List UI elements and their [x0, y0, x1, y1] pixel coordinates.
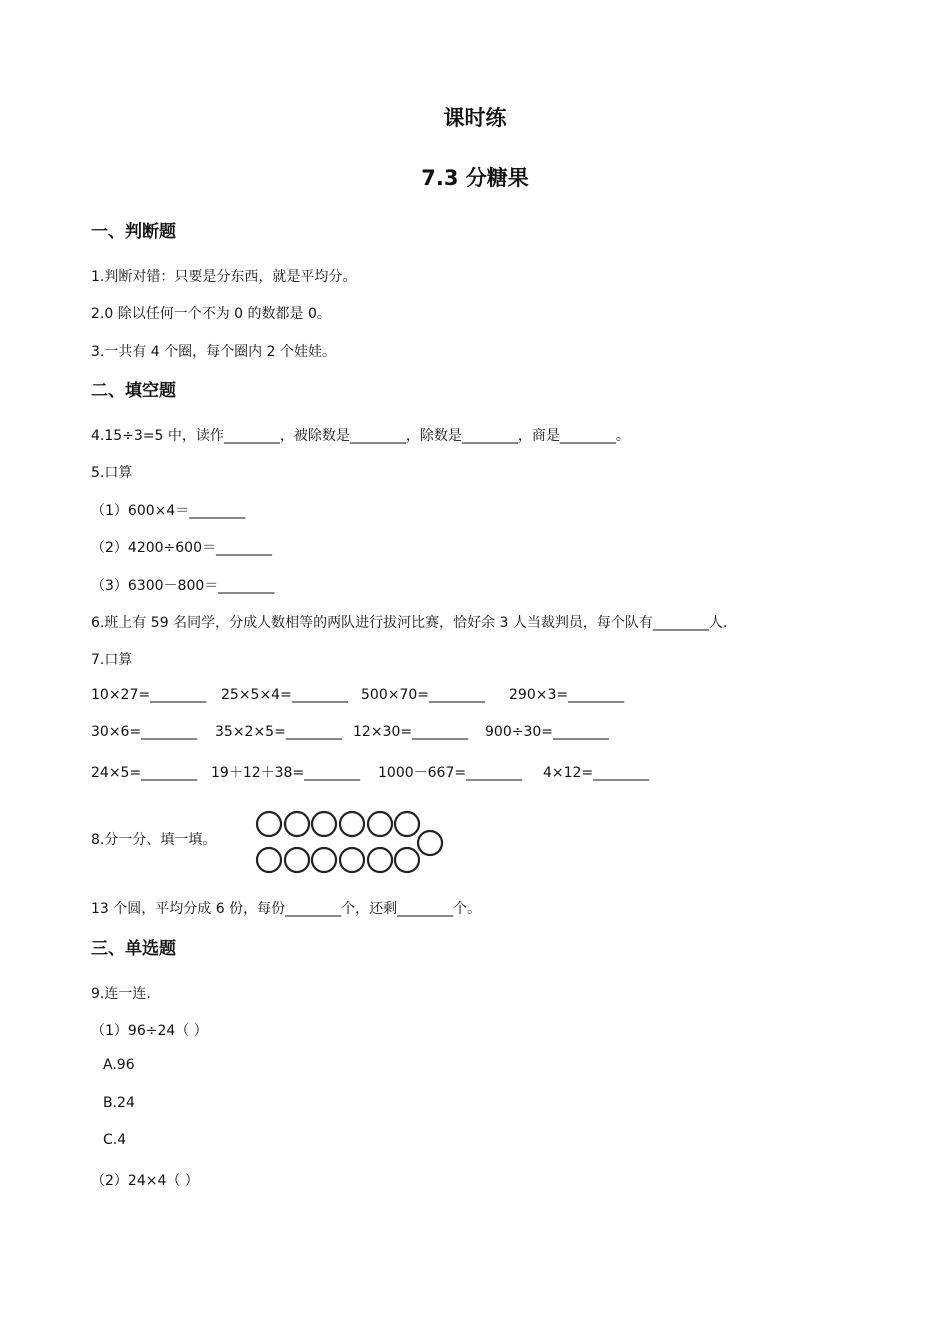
circle-shape [395, 848, 419, 872]
circle-shape [340, 848, 364, 872]
page-title: 课时练 [443, 106, 507, 130]
circle-shape [257, 848, 281, 872]
section-heading-fill-blank: 二、填空题 [91, 381, 176, 401]
calc-item: 500×70=________ [361, 687, 485, 703]
circle-shape [285, 848, 309, 872]
question-5-stem: 5.口算 [91, 465, 133, 481]
question-2: 2.0 除以任何一个不为 0 的数都是 0。 [91, 306, 331, 322]
calc-item: 900÷30=________ [485, 724, 609, 740]
question-9-part-2: （2）24×4（ ） [91, 1173, 199, 1189]
question-3: 3.一共有 4 个圈，每个圈内 2 个娃娃。 [91, 344, 336, 360]
question-1: 1.判断对错：只要是分东西，就是平均分。 [91, 269, 357, 285]
question-4: 4.15÷3=5 中，读作________，被除数是________，除数是________，商是________。 [91, 428, 630, 444]
circle-shape [418, 831, 442, 855]
question-5-item-2: （2）4200÷600＝________ [91, 540, 272, 556]
calc-item: 30×6=________ [91, 724, 198, 740]
circle-shape [257, 812, 281, 836]
option-c: C.4 [103, 1132, 127, 1148]
calc-item: 19＋12＋38=________ [211, 765, 361, 781]
circle-shape [368, 812, 392, 836]
circle-shape [368, 848, 392, 872]
question-7-row-3 [91, 762, 649, 782]
circle-shape [395, 812, 419, 836]
calc-item: 10×27=________ [91, 687, 207, 703]
calc-item: 4×12=________ [543, 765, 650, 781]
calc-item: 24×5=________ [91, 765, 198, 781]
question-7-row-2 [91, 724, 609, 740]
question-7-row-1 [91, 687, 624, 703]
section-heading-single-choice: 三、单选题 [91, 939, 176, 959]
calc-item: 290×3=________ [509, 687, 625, 703]
question-6: 6.班上有 59 名同学，分成人数相等的两队进行拔河比赛，恰好余 3 人当裁判员，每个队有________人. [91, 615, 728, 631]
circle-shape [312, 848, 336, 872]
section-heading-judgement: 一、判断题 [91, 222, 176, 242]
question-8-stem: 8.分一分、填一填。 [91, 832, 217, 848]
option-b: B.24 [103, 1095, 135, 1111]
circle-shape [285, 812, 309, 836]
question-5-item-3: （3）6300－800＝________ [91, 578, 275, 594]
question-8-text: 13 个圆，平均分成 6 份，每份________个，还剩________个。 [91, 901, 482, 917]
question-7-stem: 7.口算 [91, 652, 133, 668]
circles-figure [252, 806, 452, 876]
lesson-title: 7.3 分糖果 [421, 166, 529, 190]
calc-item: 25×5×4=________ [221, 687, 348, 703]
option-a: A.96 [103, 1057, 135, 1073]
calc-item: 1000－667=________ [378, 765, 523, 781]
circle-shape [340, 812, 364, 836]
circle-shape [312, 812, 336, 836]
question-9-part-1: （1）96÷24（ ） [91, 1023, 208, 1039]
calc-item: 12×30=________ [353, 724, 469, 740]
question-5-item-1: （1）600×4＝________ [91, 503, 246, 519]
calc-item: 35×2×5=________ [215, 724, 342, 740]
question-9-stem: 9.连一连. [91, 986, 151, 1002]
